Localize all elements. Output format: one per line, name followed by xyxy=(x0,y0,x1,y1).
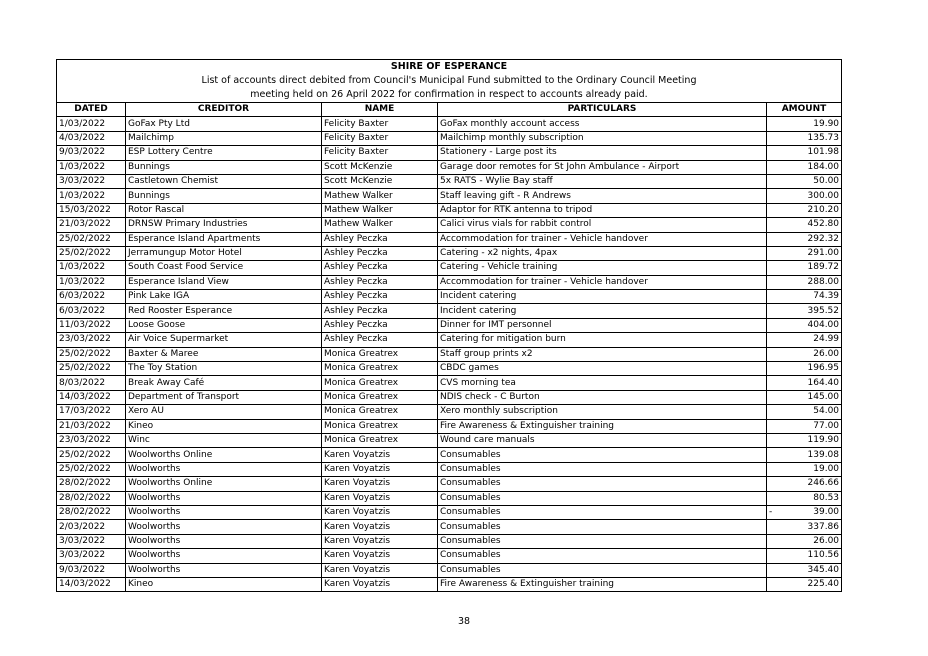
cell-dated: 28/02/2022 xyxy=(57,491,126,505)
cell-creditor: Department of Transport xyxy=(126,390,322,404)
table-row xyxy=(57,246,842,260)
cell-creditor: Woolworths Online xyxy=(126,448,322,462)
cell-dated: 17/03/2022 xyxy=(57,405,126,419)
cell-creditor: Woolworths xyxy=(126,563,322,577)
table-row xyxy=(57,261,842,275)
cell-name: Monica Greatrex xyxy=(322,419,438,433)
amount-value: 101.98 xyxy=(807,147,840,158)
table-row xyxy=(57,218,842,232)
cell-dated: 21/03/2022 xyxy=(57,419,126,433)
cell-particulars: Fire Awareness & Extinguisher training xyxy=(438,419,767,433)
cell-name: Ashley Peczka xyxy=(322,333,438,347)
cell-amount xyxy=(767,218,842,232)
amount-value: 395.52 xyxy=(807,305,840,316)
table-row xyxy=(57,304,842,318)
cell-particulars: Accommodation for trainer - Vehicle handover xyxy=(438,275,767,289)
amount-value: 110.56 xyxy=(807,550,840,561)
cell-amount xyxy=(767,117,842,131)
table-row xyxy=(57,174,842,188)
table-row xyxy=(57,577,842,591)
col-name: NAME xyxy=(322,103,438,117)
cell-name: Karen Voyatzis xyxy=(322,462,438,476)
cell-name: Monica Greatrex xyxy=(322,362,438,376)
cell-name: Ashley Peczka xyxy=(322,261,438,275)
cell-particulars: CVS morning tea xyxy=(438,376,767,390)
cell-dated: 6/03/2022 xyxy=(57,290,126,304)
cell-dated: 2/03/2022 xyxy=(57,520,126,534)
cell-particulars: Consumables xyxy=(438,563,767,577)
table-row xyxy=(57,405,842,419)
cell-name: Monica Greatrex xyxy=(322,376,438,390)
cell-name: Karen Voyatzis xyxy=(322,505,438,519)
cell-particulars: Adaptor for RTK antenna to tripod xyxy=(438,203,767,217)
cell-amount xyxy=(767,131,842,145)
cell-name: Karen Voyatzis xyxy=(322,477,438,491)
cell-amount xyxy=(767,203,842,217)
cell-amount xyxy=(767,419,842,433)
cell-creditor: Pink Lake IGA xyxy=(126,290,322,304)
cell-name: Mathew Walker xyxy=(322,189,438,203)
cell-creditor: Jerramungup Motor Hotel xyxy=(126,246,322,260)
cell-creditor: Xero AU xyxy=(126,405,322,419)
table-row xyxy=(57,318,842,332)
table-row xyxy=(57,433,842,447)
cell-creditor: Break Away Café xyxy=(126,376,322,390)
table-row xyxy=(57,117,842,131)
table-row xyxy=(57,376,842,390)
cell-name: Karen Voyatzis xyxy=(322,520,438,534)
cell-creditor: Bunnings xyxy=(126,160,322,174)
cell-dated: 23/03/2022 xyxy=(57,333,126,347)
cell-dated: 3/03/2022 xyxy=(57,549,126,563)
amount-value: 145.00 xyxy=(807,392,840,402)
cell-creditor: Air Voice Supermarket xyxy=(126,333,322,347)
amount-value: 119.90 xyxy=(807,435,840,446)
subtitle-row-1 xyxy=(57,74,842,88)
cell-name: Ashley Peczka xyxy=(322,232,438,246)
cell-creditor: Baxter & Maree xyxy=(126,347,322,361)
cell-creditor: Mailchimp xyxy=(126,131,322,145)
cell-dated: 25/02/2022 xyxy=(57,347,126,361)
column-header-row xyxy=(57,103,842,117)
amount-value: 196.95 xyxy=(807,363,840,374)
cell-dated: 25/02/2022 xyxy=(57,232,126,246)
cell-particulars: Incident catering xyxy=(438,290,767,304)
cell-dated: 25/02/2022 xyxy=(57,362,126,376)
cell-particulars: Staff group prints x2 xyxy=(438,347,767,361)
title-row xyxy=(57,60,842,75)
cell-creditor: South Coast Food Service xyxy=(126,261,322,275)
cell-dated: 21/03/2022 xyxy=(57,218,126,232)
cell-amount xyxy=(767,577,842,591)
cell-dated: 28/02/2022 xyxy=(57,505,126,519)
table-row xyxy=(57,520,842,534)
cell-particulars: Catering for mitigation burn xyxy=(438,333,767,347)
amount-value: 345.40 xyxy=(807,564,840,575)
amount-value: 26.00 xyxy=(813,535,840,546)
col-amount: AMOUNT xyxy=(767,103,842,117)
cell-amount xyxy=(767,549,842,563)
cell-particulars: Catering - x2 nights, 4pax xyxy=(438,246,767,260)
cell-dated: 1/03/2022 xyxy=(57,189,126,203)
cell-amount xyxy=(767,477,842,491)
cell-creditor: Woolworths xyxy=(126,549,322,563)
cell-particulars: Catering - Vehicle training xyxy=(438,261,767,275)
cell-dated: 25/02/2022 xyxy=(57,462,126,476)
table-row xyxy=(57,390,842,404)
cell-name: Monica Greatrex xyxy=(322,390,438,404)
cell-creditor: ESP Lottery Centre xyxy=(126,146,322,160)
cell-name: Scott McKenzie xyxy=(322,174,438,188)
cell-particulars: Consumables xyxy=(438,462,767,476)
amount-prefix: - xyxy=(769,506,773,517)
cell-creditor: GoFax Pty Ltd xyxy=(126,117,322,131)
amount-value: 80.53 xyxy=(813,492,840,503)
cell-creditor: Red Rooster Esperance xyxy=(126,304,322,318)
subtitle-row-2 xyxy=(57,88,842,103)
amount-value: 184.00 xyxy=(807,161,840,172)
amount-value: 246.66 xyxy=(807,478,840,489)
table-row xyxy=(57,549,842,563)
cell-dated: 3/03/2022 xyxy=(57,534,126,548)
amount-value: 291.00 xyxy=(807,248,840,259)
amount-value: 50.00 xyxy=(813,176,840,187)
col-particulars: PARTICULARS xyxy=(438,103,767,117)
cell-amount xyxy=(767,304,842,318)
cell-name: Ashley Peczka xyxy=(322,304,438,318)
amount-value: 292.32 xyxy=(807,233,840,244)
cell-creditor: Woolworths Online xyxy=(126,477,322,491)
cell-particulars: Xero monthly subscription xyxy=(438,405,767,419)
cell-creditor: Winc xyxy=(126,433,322,447)
cell-amount xyxy=(767,232,842,246)
cell-amount xyxy=(767,146,842,160)
cell-creditor: Bunnings xyxy=(126,189,322,203)
cell-particulars: Garage door remotes for St John Ambulance - Airport xyxy=(438,160,767,174)
cell-particulars: Consumables xyxy=(438,534,767,548)
cell-amount xyxy=(767,520,842,534)
amount-value: 135.73 xyxy=(807,132,840,143)
cell-creditor: Woolworths xyxy=(126,520,322,534)
cell-particulars: Accommodation for trainer - Vehicle handover xyxy=(438,232,767,246)
table-row xyxy=(57,290,842,304)
cell-name: Ashley Peczka xyxy=(322,275,438,289)
cell-amount xyxy=(767,362,842,376)
cell-particulars: Fire Awareness & Extinguisher training xyxy=(438,577,767,591)
cell-dated: 1/03/2022 xyxy=(57,160,126,174)
cell-dated: 4/03/2022 xyxy=(57,131,126,145)
amount-value: 24.99 xyxy=(813,334,840,345)
cell-creditor: Esperance Island Apartments xyxy=(126,232,322,246)
amount-value: 19.90 xyxy=(813,118,840,129)
cell-name: Felicity Baxter xyxy=(322,117,438,131)
cell-particulars: Consumables xyxy=(438,491,767,505)
cell-dated: 1/03/2022 xyxy=(57,261,126,275)
cell-dated: 1/03/2022 xyxy=(57,275,126,289)
amount-value: 19.00 xyxy=(813,463,840,474)
subtitle-line-2: meeting held on 26 April 2022 for confirmation in respect to accounts already paid. xyxy=(57,88,842,103)
cell-creditor: Woolworths xyxy=(126,534,322,548)
amount-value: 26.00 xyxy=(813,348,840,359)
cell-creditor: Castletown Chemist xyxy=(126,174,322,188)
cell-dated: 1/03/2022 xyxy=(57,117,126,131)
cell-name: Karen Voyatzis xyxy=(322,563,438,577)
amount-value: 225.40 xyxy=(807,579,840,590)
amount-value: 74.39 xyxy=(813,291,840,302)
cell-creditor: Loose Goose xyxy=(126,318,322,332)
cell-amount xyxy=(767,534,842,548)
cell-particulars: Incident catering xyxy=(438,304,767,318)
cell-particulars: Consumables xyxy=(438,448,767,462)
table-row xyxy=(57,419,842,433)
cell-amount xyxy=(767,462,842,476)
cell-particulars: Staff leaving gift - R Andrews xyxy=(438,189,767,203)
cell-amount xyxy=(767,160,842,174)
page-number: 38 xyxy=(457,616,471,627)
cell-particulars: Mailchimp monthly subscription xyxy=(438,131,767,145)
cell-name: Karen Voyatzis xyxy=(322,448,438,462)
cell-creditor: Woolworths xyxy=(126,505,322,519)
cell-amount xyxy=(767,246,842,260)
cell-name: Mathew Walker xyxy=(322,203,438,217)
cell-dated: 25/02/2022 xyxy=(57,246,126,260)
cell-name: Scott McKenzie xyxy=(322,160,438,174)
cell-name: Karen Voyatzis xyxy=(322,491,438,505)
table-row xyxy=(57,448,842,462)
table-row xyxy=(57,462,842,476)
cell-amount xyxy=(767,347,842,361)
amount-value: 288.00 xyxy=(807,276,840,287)
table-row xyxy=(57,505,842,519)
amount-value: 164.40 xyxy=(807,377,840,388)
cell-particulars: Consumables xyxy=(438,520,767,534)
table-row xyxy=(57,362,842,376)
cell-dated: 11/03/2022 xyxy=(57,318,126,332)
cell-amount xyxy=(767,290,842,304)
table-row xyxy=(57,534,842,548)
amount-value: 210.20 xyxy=(807,204,840,215)
cell-name: Ashley Peczka xyxy=(322,246,438,260)
amount-value: 54.00 xyxy=(813,406,840,417)
cell-dated: 6/03/2022 xyxy=(57,304,126,318)
cell-creditor: Kineo xyxy=(126,577,322,591)
cell-creditor: Esperance Island View xyxy=(126,275,322,289)
cell-particulars: Consumables xyxy=(438,505,767,519)
cell-creditor: The Toy Station xyxy=(126,362,322,376)
amount-value: 337.86 xyxy=(807,521,840,532)
table-row xyxy=(57,563,842,577)
cell-dated: 8/03/2022 xyxy=(57,376,126,390)
cell-particulars: 5x RATS - Wylie Bay staff xyxy=(438,174,767,188)
table-row xyxy=(57,146,842,160)
cell-dated: 25/02/2022 xyxy=(57,448,126,462)
cell-dated: 14/03/2022 xyxy=(57,390,126,404)
cell-creditor: DRNSW Primary Industries xyxy=(126,218,322,232)
cell-amount xyxy=(767,189,842,203)
table-row xyxy=(57,131,842,145)
table-row xyxy=(57,477,842,491)
cell-name: Karen Voyatzis xyxy=(322,534,438,548)
cell-particulars: Wound care manuals xyxy=(438,433,767,447)
cell-creditor: Kineo xyxy=(126,419,322,433)
cell-amount xyxy=(767,390,842,404)
amount-value: 452.80 xyxy=(807,219,840,230)
cell-particulars: NDIS check - C Burton xyxy=(438,390,767,404)
table-row xyxy=(57,189,842,203)
amount-value: 189.72 xyxy=(807,262,840,273)
accounts-table xyxy=(56,59,842,592)
col-dated: DATED xyxy=(57,103,126,117)
cell-name: Felicity Baxter xyxy=(322,131,438,145)
cell-dated: 23/03/2022 xyxy=(57,433,126,447)
cell-amount xyxy=(767,333,842,347)
cell-creditor: Rotor Rascal xyxy=(126,203,322,217)
cell-name: Monica Greatrex xyxy=(322,405,438,419)
amount-value: 139.08 xyxy=(807,449,840,460)
cell-particulars: Stationery - Large post its xyxy=(438,146,767,160)
cell-amount xyxy=(767,491,842,505)
cell-amount xyxy=(767,261,842,275)
amount-value: 77.00 xyxy=(813,420,840,431)
cell-name: Monica Greatrex xyxy=(322,347,438,361)
amount-value: 404.00 xyxy=(807,320,840,331)
cell-name: Karen Voyatzis xyxy=(322,577,438,591)
cell-name: Karen Voyatzis xyxy=(322,549,438,563)
cell-name: Monica Greatrex xyxy=(322,433,438,447)
cell-particulars: Consumables xyxy=(438,477,767,491)
col-creditor: CREDITOR xyxy=(126,103,322,117)
table-row xyxy=(57,491,842,505)
cell-dated: 9/03/2022 xyxy=(57,146,126,160)
cell-particulars: Calici virus vials for rabbit control xyxy=(438,218,767,232)
cell-amount xyxy=(767,505,842,519)
cell-amount xyxy=(767,448,842,462)
table-row xyxy=(57,333,842,347)
cell-particulars: GoFax monthly account access xyxy=(438,117,767,131)
cell-amount xyxy=(767,433,842,447)
cell-particulars: CBDC games xyxy=(438,362,767,376)
cell-amount xyxy=(767,275,842,289)
cell-particulars: Consumables xyxy=(438,549,767,563)
table-row xyxy=(57,160,842,174)
table-row xyxy=(57,203,842,217)
cell-name: Ashley Peczka xyxy=(322,318,438,332)
cell-amount xyxy=(767,318,842,332)
amount-value: 300.00 xyxy=(807,190,840,201)
table-row xyxy=(57,347,842,361)
table-row xyxy=(57,275,842,289)
cell-particulars: Dinner for IMT personnel xyxy=(438,318,767,332)
cell-creditor: Woolworths xyxy=(126,462,322,476)
cell-name: Ashley Peczka xyxy=(322,290,438,304)
amount-value: 39.00 xyxy=(813,507,840,518)
cell-amount xyxy=(767,563,842,577)
cell-creditor: Woolworths xyxy=(126,491,322,505)
cell-amount xyxy=(767,174,842,188)
subtitle-line-1: List of accounts direct debited from Council's Municipal Fund submitted to the Ordinary Council Meeting xyxy=(57,74,842,88)
cell-name: Felicity Baxter xyxy=(322,146,438,160)
cell-name: Mathew Walker xyxy=(322,218,438,232)
cell-dated: 9/03/2022 xyxy=(57,563,126,577)
cell-dated: 3/03/2022 xyxy=(57,174,126,188)
cell-amount xyxy=(767,405,842,419)
cell-dated: 15/03/2022 xyxy=(57,203,126,217)
cell-dated: 14/03/2022 xyxy=(57,577,126,591)
table-row xyxy=(57,232,842,246)
cell-dated: 28/02/2022 xyxy=(57,477,126,491)
cell-amount xyxy=(767,376,842,390)
org-title: SHIRE OF ESPERANCE xyxy=(57,60,842,75)
